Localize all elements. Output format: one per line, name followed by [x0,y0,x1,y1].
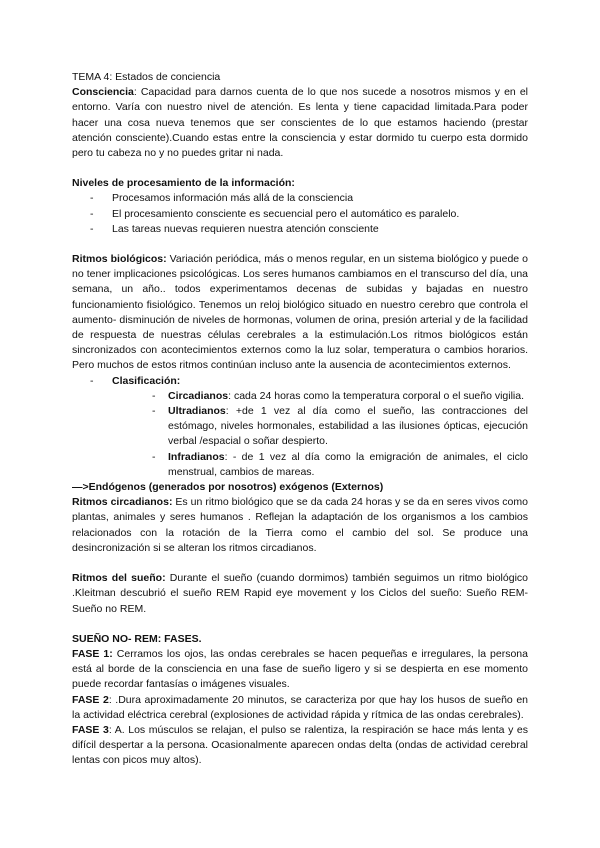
ritmos-paragraph [72,252,528,374]
list-item: - Infradianos: - de 1 vez al día como la emigración de animales, el ciclo menstrual, cambios de mareas. [152,450,528,480]
list-item: - Ultradianos: +de 1 vez al día como el sueño, las contracciones del estómago, niveles hormonales, estabilidad a las ilusiones ópticas, ejecución verbal /espacial o soñar despierto. [152,404,528,450]
circadianos-term: Ritmos circadianos: [72,496,173,509]
niveles-heading: Niveles de procesamiento de la información: [72,177,295,190]
fase-2-paragraph: FASE 2: .Dura aproximadamente 20 minutos, se caracteriza por que hay los husos de sueño en la actividad eléctrica cerebral (explosiones de actividad rápida y rítmica de las ondas cerebrales). [72,693,528,721]
consciencia-text: : Capacidad para darnos cuenta de lo que nos sucede a nosotros mismos y en el entorno. Varía con nuestro nivel de atención. Es lenta y tiene capacidad limitada.Para poder hacer una cosa nueva tenemos que ser conscientes de lo que estamos haciendo (prestar atención consciente).Cuando estas entre la consciencia y estar dormido tu cuerpo esta dormido pero tu cabeza no y no puedes gritar ni nada. [72,86,528,160]
fase-1-paragraph: FASE 1: Cerramos los ojos, las ondas cerebrales se hacen pequeñas e irregulares, la persona está al borde de la consciencia en una fase de sueño ligero y si se despierta en ese momento puede recordar fantasías o imágenes visuales. [72,647,528,691]
niveles-list [72,191,528,237]
ritmos-term: Ritmos biológicos: [72,253,167,266]
fases-heading: SUEÑO NO- REM: FASES. [72,632,202,645]
fase-3-paragraph: FASE 3: A. Los músculos se relajan, el pulso se ralentiza, la respiración se hace más lenta y es difícil despertar a la persona. Ocasionalmente aparecen ondas delta (ondas de actividad cerebral lentas con picos muy altos). [72,723,528,767]
sueno-paragraph [72,571,528,617]
list-item: - El procesamiento consciente es secuencial pero el automático es paralelo. [90,207,528,222]
sueno-text: Durante el sueño (cuando dormimos) también seguimos un ritmo biológico .Kleitman descubrió el sueño REM Rapid eye movement y los Ciclos del sueño: Sueño REM- Sueño no REM. [72,572,528,615]
ritmos-text: Variación periódica, más o menos regular, en un sistema biológico y puede o no tener implicaciones psicológicas. Los seres humanos cambiamos en el transcurso del día, una semana, un año.. todos experimentamos decenas de subidas y bajadas en nuestro funcionamiento fisiológico. Tenemos un reloj biológico situado en nuestro cerebro que controla el aumento- disminución de niveles de hormonas, volumen de orina, presión arterial y de la facilidad de respuesta de nuestras células cerebrales a la estimulación.Los ritmos biológicos están sincronizados con acontecimientos externos como la luz solar, temperatura o cambios horarios. Pero muchos de estos ritmos continúan incluso ante la ausencia de acontecimientos externos. [72,253,529,372]
consciencia-term: Consciencia [72,86,134,99]
consciencia-paragraph [72,85,528,161]
circadianos-text: Es un ritmo biológico que se da cada 24 horas y se da en seres vivos como plantas, animales y seres humanos . Reflejan la adaptación de los organismos a los cambios relacionados con la rotación de la Tierra como el cambio del sol. Se produce una desincronización si se alteran los ritmos circadianos. [72,496,528,554]
clasificacion-list [72,374,528,480]
clasificacion-sublist [112,389,528,480]
list-item: - Procesamos información más allá de la consciencia [90,191,528,206]
list-item: - Las tareas nuevas requieren nuestra atención consciente [90,222,528,237]
circadianos-paragraph [72,495,528,556]
clasificacion-label: - Clasificación: - Circadianos: cada 24 horas como la temperatura corporal o el sueño vigilia. - Ultradianos: +de 1 vez al día como el sueño, las contracciones del estómago, niveles hormonales, estabilidad a las ilusiones ópticas, ejecución verbal /espacial o soñar despierto. - Infradianos: - de 1 vez al día como la emigración de animales, el ciclo menstrual, cambios de mareas. [90,374,528,480]
sueno-term: Ritmos del sueño: [72,572,166,585]
endogenos-line: —>Endógenos (generados por nosotros) exógenos (Externos) [72,481,384,494]
document-page [72,70,528,769]
list-item: - Circadianos: cada 24 horas como la temperatura corporal o el sueño vigilia. [152,389,528,404]
document-title: TEMA 4: Estados de conciencia [72,71,221,83]
